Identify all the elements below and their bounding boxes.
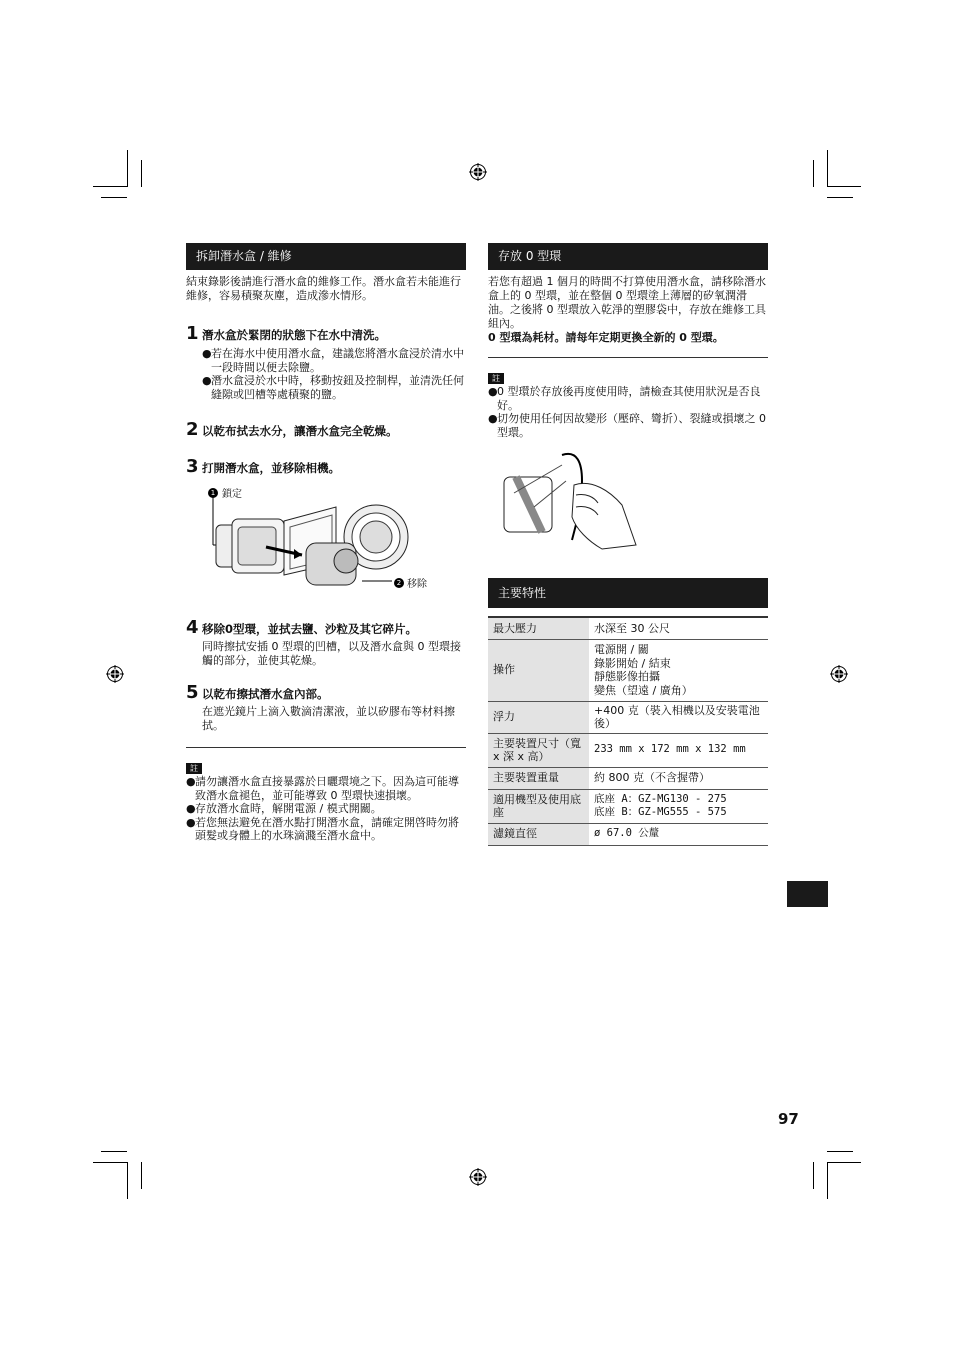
callout-remove: 2 移除 <box>394 575 427 590</box>
spec-value-line: 錄影開始 / 結束 <box>594 656 671 670</box>
step-5: 5 以乾布擦拭潛水盒內部。 在遮光鏡片上滴入數滴清潔液，並以矽膠布等材料擦拭。 <box>186 682 466 733</box>
crop-mark <box>141 160 142 187</box>
table-row <box>488 701 768 733</box>
spec-label: 主要裝置尺寸（寬 x 深 x 高） <box>488 733 589 767</box>
crop-mark <box>813 1162 814 1189</box>
list-item: ● 潛水盒浸於水中時，移動按鈕及控制桿，並清洗任何縫隙或凹槽等處積聚的鹽。 <box>202 374 464 401</box>
step-4: 4 移除0型環，並拭去鹽、沙粒及其它碎片。 同時擦拭安插 0 型環的凹槽，以及潛水盒與 0 型環接觸的部分，並使其乾燥。 <box>186 617 466 668</box>
list-item: ● 切勿使用任何因故變形（壓碎、彎折）、裂縫或損壞之 0 型環。 <box>488 412 766 439</box>
spec-value-line: +400 克（裝入相機以及安裝電池後） <box>594 703 760 730</box>
spec-value <box>589 789 768 823</box>
list-item: ● 0 型環於存放後再度使用時，請檢查其使用狀況是否良好。 <box>488 385 761 412</box>
right-column <box>488 243 768 846</box>
crop-mark <box>93 1162 127 1163</box>
crop-mark <box>127 150 128 187</box>
spec-value-line: 約 800 克（不含握帶） <box>594 771 710 785</box>
section-header-maintenance: 拆卸潛水盒 / 維修 <box>186 243 466 270</box>
spec-value-line: 233 mm x 172 mm x 132 mm <box>594 743 746 756</box>
crop-mark <box>827 150 828 187</box>
intro-text: 結束錄影後請進行潛水盒的維修工作。潛水盒若未能進行維修，容易積聚灰塵，造成滲水情形。 <box>186 275 461 302</box>
registration-mark-icon <box>469 163 487 181</box>
o-ring-illustration <box>502 445 642 560</box>
spec-label: 主要裝置重量 <box>488 767 589 789</box>
crop-mark <box>827 1151 853 1152</box>
table-row <box>488 733 768 767</box>
storage-text: 若您有超過 1 個月的時間不打算使用潛水盒，請移除潛水盒上的 0 型環，並在整個 0 型環塗上薄層的矽氧潤滑油。之後將 0 型環放入乾淨的塑膠袋中，存放在維修工具組內。 <box>488 275 766 330</box>
spec-value-line: ø 67.0 公釐 <box>594 827 660 840</box>
crop-mark <box>93 186 127 187</box>
crop-mark <box>827 1162 828 1199</box>
table-row <box>488 823 768 845</box>
spec-table <box>488 616 768 846</box>
step-title: 打開潛水盒，並移除相機。 <box>202 461 340 475</box>
spec-value <box>589 701 768 733</box>
crop-mark <box>101 197 127 198</box>
list-item: ● 請勿讓潛水盒直接暴露於日曬環境之下。因為這可能導致潛水盒褪色，並可能導致 0 型環快速損壞。 <box>186 775 459 802</box>
spec-value-line: 變焦（望遠 / 廣角） <box>594 683 693 697</box>
page-number: 97 <box>778 1110 799 1128</box>
registration-mark-icon <box>469 1168 487 1186</box>
spec-value-line: 電源開 / 關 <box>594 643 649 656</box>
housing-figure <box>186 485 466 615</box>
spec-label: 最大壓力 <box>488 617 589 639</box>
step-title: 以乾布擦拭潛水盒內部。 <box>202 687 329 701</box>
spec-label: 操作 <box>488 639 589 701</box>
crop-mark <box>813 160 814 187</box>
housing-illustration <box>186 485 466 615</box>
spec-value-line: 底座 B：GZ-MG555 - 575 <box>594 806 727 818</box>
crop-mark <box>827 1162 861 1163</box>
storage-bold-text: 0 型環為耗材。請每年定期更換全新的 0 型環。 <box>488 331 724 344</box>
table-row <box>488 617 768 639</box>
registration-mark-icon <box>830 665 848 683</box>
spec-value <box>589 639 768 701</box>
list-item: ● 若在海水中使用潛水盒，建議您將潛水盒浸於清水中一段時間以便去除鹽。 <box>202 347 464 374</box>
step-title: 以乾布拭去水分，讓潛水盒完全乾燥。 <box>202 424 398 438</box>
spec-value-line: 底座 A：GZ-MG130 - 275 <box>594 792 727 805</box>
left-column <box>186 243 466 843</box>
section-header-features: 主要特性 <box>488 578 768 608</box>
step-title: 移除0型環，並拭去鹽、沙粒及其它碎片。 <box>202 622 417 636</box>
spec-value <box>589 617 768 639</box>
crop-mark <box>127 1162 128 1199</box>
spec-label: 濾鏡直徑 <box>488 823 589 845</box>
crop-mark <box>827 186 861 187</box>
spec-label: 浮力 <box>488 701 589 733</box>
spec-value <box>589 823 768 845</box>
step-body: 同時擦拭安插 0 型環的凹槽，以及潛水盒與 0 型環接觸的部分，並使其乾燥。 <box>202 640 461 667</box>
step-title: 潛水盒於緊閉的狀態下在水中清洗。 <box>202 328 386 342</box>
step-1: 1 潛水盒於緊閉的狀態下在水中清洗。 ● 若在海水中使用潛水盒，建議您將潛水盒浸於清水中一段時間以便去除鹽。 ● 潛水盒浸於水中時，移動按鈕及控制桿，並清洗任何縫隙或凹槽等處積聚的鹽。 <box>186 323 464 401</box>
list-item: ● 若您無法避免在潛水點打開潛水盒，請確定開啓時勿將頭髮或身體上的水珠滴濺至潛水盒中。 <box>186 815 459 842</box>
note-label: 註 <box>488 373 504 384</box>
note-label: 註 <box>186 763 202 774</box>
note-box <box>488 357 768 439</box>
list-item: ● 存放潛水盒時，解開電源 / 模式開關。 <box>186 802 382 815</box>
note-box <box>186 747 466 843</box>
table-row <box>488 767 768 789</box>
table-row <box>488 639 768 701</box>
spec-value-line: 靜態影像拍攝 <box>594 670 660 683</box>
spec-value <box>589 733 768 767</box>
step-body: 在遮光鏡片上滴入數滴清潔液，並以矽膠布等材料擦拭。 <box>202 705 455 732</box>
registration-mark-icon <box>106 665 124 683</box>
side-tab <box>787 881 828 907</box>
table-row <box>488 789 768 823</box>
crop-mark <box>101 1151 127 1152</box>
callout-lock: 1 鎖定 <box>208 485 242 500</box>
section-header-storage: 存放 0 型環 <box>488 243 768 270</box>
spec-value <box>589 767 768 789</box>
spec-value-line: 水深至 30 公尺 <box>594 621 670 635</box>
crop-mark <box>827 197 853 198</box>
spec-label: 適用機型及使用底座 <box>488 789 589 823</box>
step-3: 3 打開潛水盒，並移除相機。 <box>186 456 340 477</box>
crop-mark <box>141 1162 142 1189</box>
step-2: 2 以乾布拭去水分，讓潛水盒完全乾燥。 <box>186 419 398 440</box>
